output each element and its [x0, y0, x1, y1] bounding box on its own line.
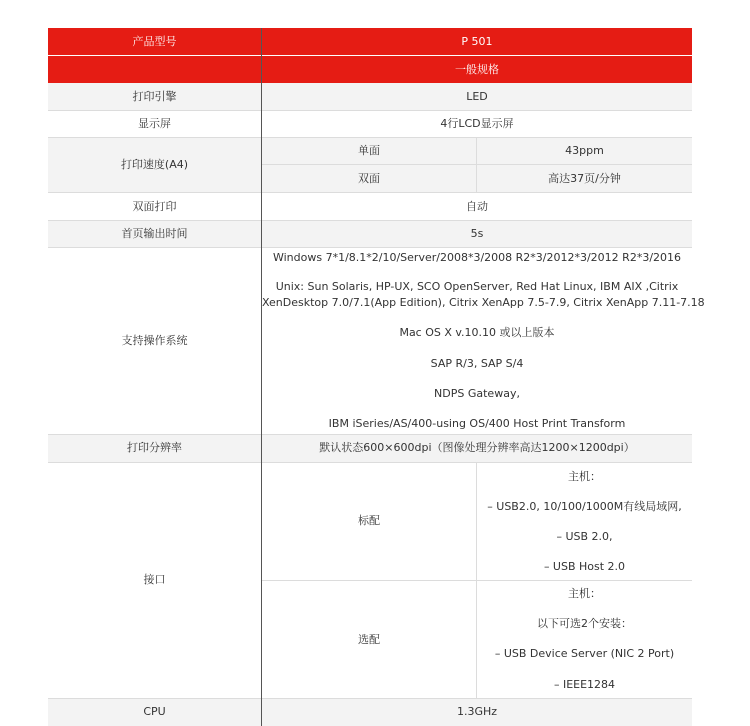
cpu-label: CPU: [48, 698, 261, 726]
cpu-value: 1.3GHz: [262, 698, 692, 726]
speed-simplex-label: 单面: [262, 137, 476, 164]
interface-label: 接口: [143, 573, 166, 587]
os-label: 支持操作系统: [121, 334, 188, 348]
interface-standard-line: 主机：: [568, 470, 601, 483]
os-unix-line2: XenDesktop 7.0/7.1(App Edition), Citrix XenApp 7.5-7.9, Citrix XenApp 7.11-7.18: [262, 296, 705, 309]
interface-standard-label: 标配: [358, 514, 380, 528]
first-page-label: 首页输出时间: [48, 220, 261, 247]
speed-duplex-label: 双面: [262, 165, 476, 192]
resolution-value: 默认状态600×600dpi（图像处理分辨率高达1200×1200dpi）: [262, 434, 692, 462]
display-label: 显示屏: [138, 116, 171, 130]
os-mac: Mac OS X v.10.10 或以上版本: [399, 326, 555, 339]
interface-optional-line: 主机：: [568, 587, 601, 600]
section-title: 一般规格: [455, 62, 499, 76]
interface-optional-line: – IEEE1284: [553, 678, 616, 691]
os-unix-line1: Unix: Sun Solaris, HP-UX, SCO OpenServer, Red Hat Linux, IBM AIX ,Citrix: [275, 280, 679, 293]
speed-duplex-value: 高达37页/分钟: [477, 165, 692, 192]
print-engine-label: 打印引擎: [48, 83, 261, 110]
duplex-print-label: 双面打印: [132, 199, 177, 213]
model-label: 产品型号: [48, 28, 261, 55]
first-page-value: 5s: [262, 220, 692, 247]
interface-standard-line: – USB Host 2.0: [543, 560, 626, 573]
interface-standard-value: [477, 462, 692, 580]
speed-label: 打印速度(A4): [48, 137, 261, 192]
os-ibm: IBM iSeries/AS/400-using OS/400 Host Print Transform: [328, 417, 626, 430]
speed-simplex-value: 43ppm: [477, 137, 692, 164]
os-windows: Windows 7*1/8.1*2/10/Server/2008*3/2008 R2*3/2012*3/2012 R2*3/2016: [272, 251, 682, 264]
display-value: 4行LCD显示屏: [440, 116, 514, 130]
os-ndps: NDPS Gateway,: [434, 387, 520, 400]
interface-optional-line: – USB Device Server (NIC 2 Port): [494, 647, 675, 660]
interface-standard-line: – USB2.0, 10/100/1000M有线局域网,: [487, 500, 682, 513]
os-value: [262, 248, 705, 434]
duplex-print-value: 自动: [466, 199, 488, 213]
os-sap: SAP R/3, SAP S/4: [430, 357, 524, 370]
resolution-label: 打印分辨率: [48, 434, 261, 462]
interface-optional-label: 选配: [358, 632, 380, 646]
interface-optional-value: [477, 581, 692, 698]
print-engine-value: LED: [262, 83, 692, 110]
interface-standard-line: – USB 2.0,: [556, 530, 613, 543]
model-value: P 501: [262, 28, 692, 55]
interface-optional-line: 以下可选2个安装：: [537, 617, 632, 630]
